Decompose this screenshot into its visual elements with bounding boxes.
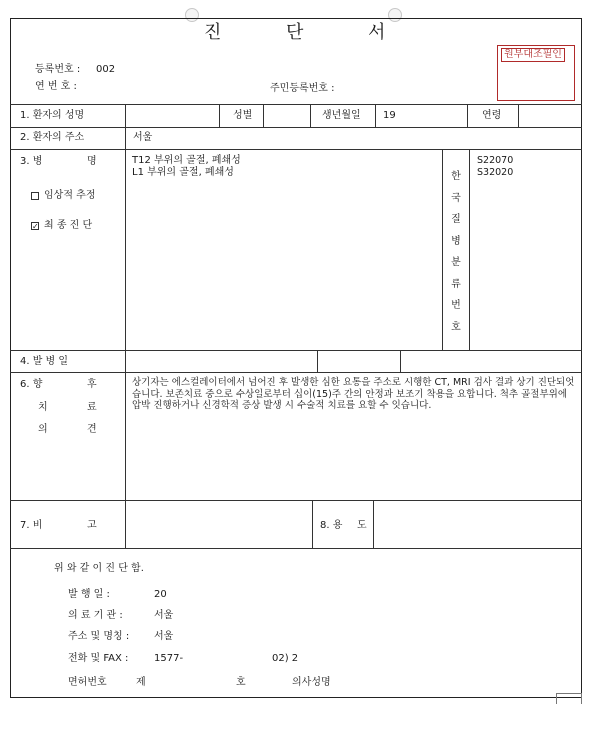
license-suffix: 호 [236, 677, 246, 688]
row-line-5 [10, 372, 582, 373]
patient-address-label: 2. 환자의 주소 [20, 132, 85, 143]
fax-value: 02) 2 [272, 653, 299, 664]
final-diagnosis-label: 최 종 진 단 [44, 220, 93, 231]
institution-address-value: 서울 [154, 631, 174, 642]
row-line-6 [10, 500, 582, 501]
treatment-label-3: 의 [38, 424, 48, 435]
kcd-label-char-3: 질 [451, 214, 461, 225]
treatment-label-1: 6. 향 [20, 379, 43, 390]
col-line-kcd-left [442, 149, 443, 350]
col-line-purpose-left [312, 500, 313, 548]
institution-address-label: 주소 및 명칭 : [68, 631, 130, 642]
remarks-label: 7. 비 [20, 520, 43, 531]
col-line-age-value [518, 104, 519, 127]
kcd-code-2: S32020 [477, 167, 514, 178]
diagnosis-line-2: L1 부위의 골절, 폐쇄성 [132, 167, 234, 178]
col-line-onset-2 [400, 350, 401, 372]
remarks-label-end: 고 [87, 520, 97, 531]
age-label: 연령 [482, 110, 502, 121]
col-line-name-sex [219, 104, 220, 127]
col-line-dob-value [375, 104, 376, 127]
treatment-label-1b: 후 [87, 379, 97, 390]
row-line-4 [10, 350, 582, 351]
row-line-1 [10, 104, 582, 105]
clinical-estimate-checkbox[interactable] [31, 192, 39, 200]
col-line-kcd-right [469, 149, 470, 350]
title-char-1: 진 [204, 22, 222, 43]
final-diagnosis-checkbox[interactable]: ✓ [32, 222, 39, 231]
kcd-label-char-2: 국 [451, 193, 461, 204]
col-line-sex-value [263, 104, 264, 127]
original-verification-stamp [497, 45, 575, 101]
kcd-label-char-8: 호 [451, 322, 461, 333]
kcd-label-char-6: 류 [451, 279, 461, 290]
page-corner-mark [556, 693, 582, 704]
phone-fax-label: 전화 및 FAX : [68, 653, 129, 664]
col-line-label [125, 104, 126, 548]
reg-no-value: 002 [96, 64, 116, 75]
kcd-label-char-1: 한 [451, 171, 461, 182]
disease-label: 3. 병 [20, 156, 43, 167]
treatment-label-2b: 료 [87, 402, 97, 413]
kcd-code-1: S22070 [477, 155, 514, 166]
kcd-label-char-5: 분 [451, 257, 461, 268]
row-line-3 [10, 149, 582, 150]
kcd-label-char-4: 병 [451, 236, 461, 247]
row-line-2 [10, 127, 582, 128]
certification-statement: 위 와 같 이 진 단 함. [54, 563, 144, 574]
disease-label-end: 명 [87, 156, 97, 167]
patient-address-value: 서울 [133, 132, 153, 143]
institution-label: 의 료 기 관 : [68, 610, 123, 621]
dob-label: 생년월일 [322, 110, 361, 121]
kcd-label-char-7: 번 [451, 300, 461, 311]
license-label: 면허번호 [68, 677, 107, 688]
col-line-age-label [467, 104, 468, 127]
dob-value: 19 [383, 110, 396, 121]
col-line-purpose-right [373, 500, 374, 548]
onset-date-label: 4. 발 병 일 [20, 356, 69, 367]
treatment-label-3b: 견 [87, 424, 97, 435]
treatment-label-2: 치 [38, 402, 48, 413]
treatment-opinion-text: 상기자는 에스컬레이터에서 넘어진 후 발생한 심한 요통을 주소로 시행한 CT, MRI 검사 결과 상기 진단되엇습니다. 보존치료 중으로 수상일로부터 십이(15)주 간의 안정과 보조기 착용을 요합니다. 척추 골절부위에 압박 진행하거나 신경학적 증상 발생 시 수술적 치료를 요할 수 잇습니다. [132, 377, 575, 411]
serial-no-label: 연 번 호 : [35, 81, 77, 92]
doctor-name-label: 의사성명 [292, 677, 331, 688]
stamp-label: 원부대조필인 [501, 48, 565, 62]
row-line-7 [10, 548, 582, 549]
title-char-2: 단 [286, 22, 304, 43]
col-line-onset-1 [317, 350, 318, 372]
purpose-label: 8. 용 [320, 520, 343, 531]
issue-date-value: 20 [154, 589, 167, 600]
col-line-dob-label [310, 104, 311, 127]
institution-value: 서울 [154, 610, 174, 621]
patient-name-label: 1. 환자의 성명 [20, 110, 85, 121]
purpose-label-end: 도 [357, 520, 367, 531]
license-prefix: 제 [136, 677, 146, 688]
phone-value: 1577- [154, 653, 184, 664]
sex-label: 성별 [233, 110, 253, 121]
title-char-3: 서 [368, 22, 386, 43]
reg-no-label: 등록번호 : [35, 64, 81, 75]
resident-no-label: 주민등록번호 : [270, 83, 335, 94]
issue-date-label: 발 행 일 : [68, 589, 110, 600]
diagnosis-line-1: T12 부위의 골절, 폐쇄성 [132, 155, 241, 166]
clinical-estimate-label: 임상적 추정 [44, 190, 96, 201]
